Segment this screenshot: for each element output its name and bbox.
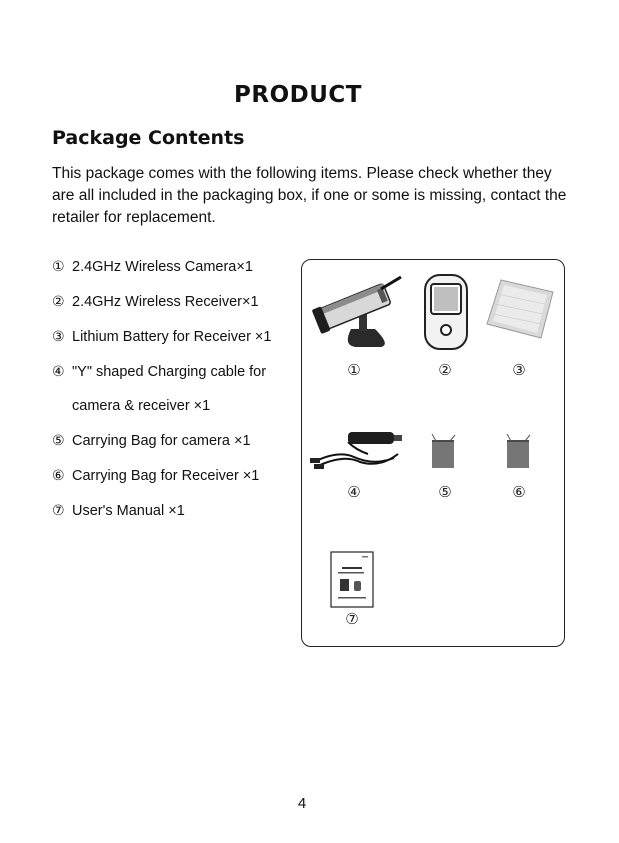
item-number: ① xyxy=(52,259,65,275)
image-caption: ⑤ xyxy=(438,483,452,501)
item-number: ⑤ xyxy=(52,433,65,449)
item-text-continued: camera & receiver ×1 xyxy=(72,398,211,414)
item-number: ④ xyxy=(52,364,65,380)
list-item xyxy=(52,361,302,430)
list-item xyxy=(52,465,302,500)
image-caption: ③ xyxy=(512,361,526,379)
page-number: 4 xyxy=(297,795,307,812)
item-text: Carrying Bag for camera ×1 xyxy=(72,433,251,449)
image-caption: ④ xyxy=(347,483,361,501)
item-text: Carrying Bag for Receiver ×1 xyxy=(72,468,260,484)
list-item xyxy=(52,291,302,326)
list-item xyxy=(52,500,302,535)
battery-icon xyxy=(483,276,557,342)
item-number: ⑦ xyxy=(52,503,65,519)
item-text: 2.4GHz Wireless Camera×1 xyxy=(72,259,253,275)
item-text: User's Manual ×1 xyxy=(72,503,185,519)
image-caption: ① xyxy=(347,361,361,379)
cable-icon xyxy=(308,424,406,472)
intro-paragraph: This package comes with the following items. Please check whether they are all included in the packaging box, if one or some is missing, contact the retailer for replacement. xyxy=(52,165,567,226)
list-item xyxy=(52,430,302,465)
list-item xyxy=(52,326,302,361)
image-caption: ② xyxy=(438,361,452,379)
receiver-icon xyxy=(420,272,472,352)
item-text: Lithium Battery for Receiver ×1 xyxy=(72,329,272,345)
item-text: 2.4GHz Wireless Receiver×1 xyxy=(72,294,259,310)
item-text: "Y" shaped Charging cable for xyxy=(72,364,267,380)
manual-icon xyxy=(330,551,374,608)
item-number: ③ xyxy=(52,329,65,345)
contents-list xyxy=(52,256,302,535)
section-heading: Package Contents xyxy=(52,127,245,149)
bag-icon xyxy=(503,432,533,472)
item-number: ⑥ xyxy=(52,468,65,484)
camera-icon xyxy=(311,275,405,351)
image-caption: ⑥ xyxy=(512,483,526,501)
page-title: PRODUCT xyxy=(234,82,362,108)
bag-icon xyxy=(428,432,458,472)
item-number: ② xyxy=(52,294,65,310)
contents-image-panel xyxy=(301,259,565,647)
image-caption: ⑦ xyxy=(345,610,359,628)
list-item xyxy=(52,256,302,291)
